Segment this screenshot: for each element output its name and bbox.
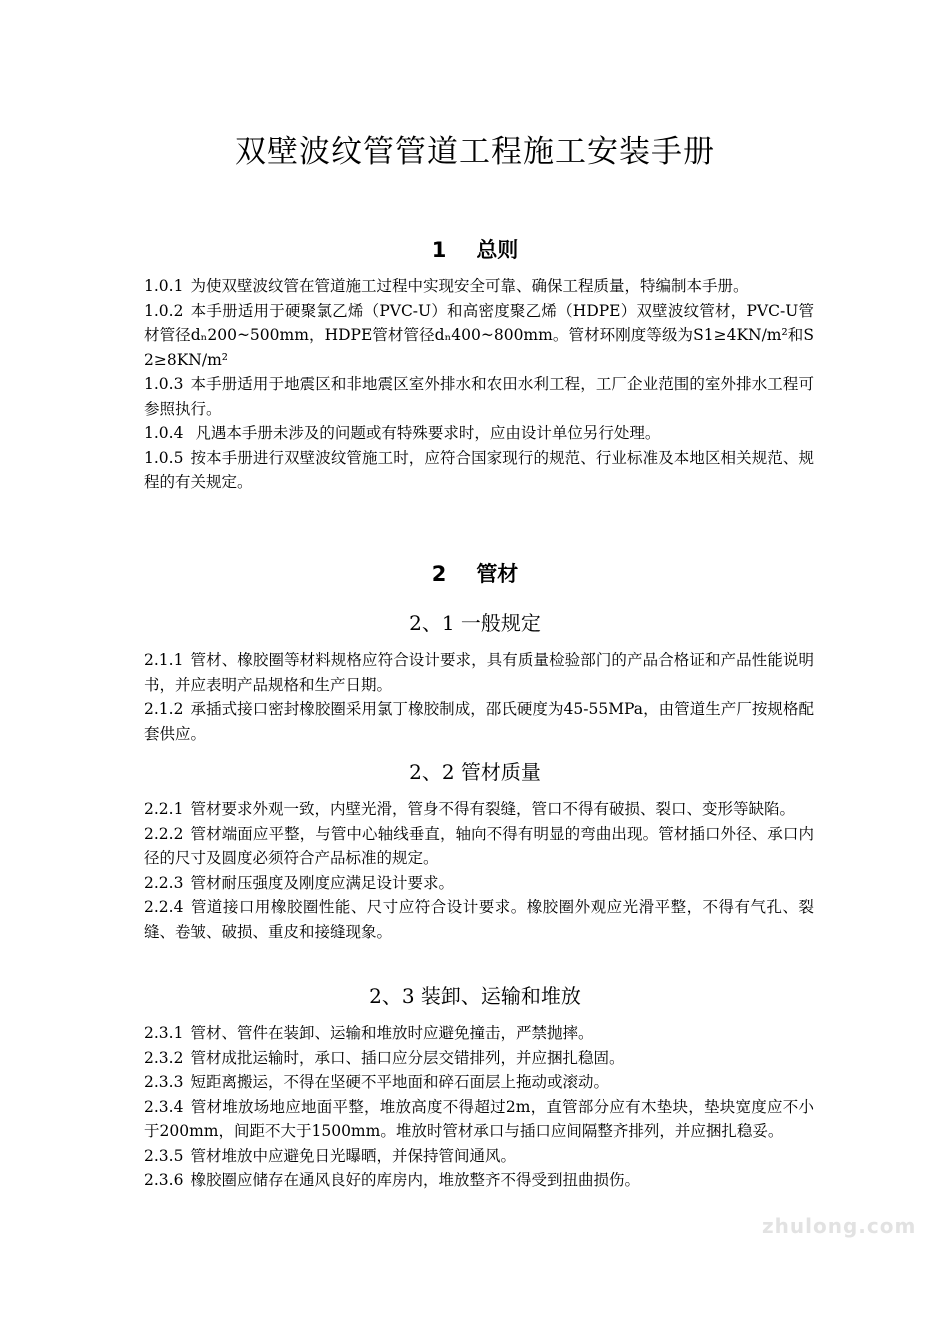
chapter-2-title: 管材 — [476, 562, 519, 586]
paragraph-text: 为使双壁波纹管在管道施工过程中实现安全可靠、确保工程质量，特编制本手册。 — [190, 277, 749, 295]
watermark: zhulong.com — [762, 1214, 917, 1238]
paragraph-text: 管道接口用橡胶圈性能、尺寸应符合设计要求。橡胶圈外观应光滑平整，不得有气孔、裂缝、卷皱、破损、重皮和接缝现象。 — [144, 898, 814, 941]
paragraph-number: 2.1.2 — [144, 700, 184, 718]
paragraph-2-2-2 — [144, 822, 814, 871]
section-2-1-body — [144, 648, 814, 746]
paragraph-number: 2.3.4 — [144, 1097, 184, 1116]
paragraph-1-0-4 — [144, 421, 814, 446]
paragraph-2-2-4 — [144, 895, 814, 944]
paragraph-text: 橡胶圈应储存在通风良好的库房内，堆放整齐不得受到扭曲损伤。 — [190, 1171, 640, 1189]
paragraph-number: 2.2.2 — [144, 824, 184, 843]
paragraph-text: 管材堆放场地应地面平整，堆放高度不得超过2m，直管部分应有木垫块，垫块宽度应不小于200mm，间距不大于1500mm。堆放时管材承口与插口应间隔整齐排列，并应捆扎稳妥。 — [144, 1097, 814, 1140]
section-2-1-title: 2、1 一般规定 — [409, 611, 541, 635]
paragraph-text: 按本手册进行双壁波纹管施工时，应符合国家现行的规范、行业标准及本地区相关规范、规程的有关规定。 — [144, 448, 814, 491]
paragraph-2-2-1 — [144, 797, 814, 822]
chapter-1-heading — [0, 234, 950, 266]
paragraph-2-1-2 — [144, 697, 814, 746]
section-2-2-title: 2、2 管材质量 — [409, 760, 541, 784]
paragraph-number: 1.0.4 — [144, 424, 184, 442]
paragraph-number: 1.0.5 — [144, 448, 184, 467]
chapter-2-heading — [0, 558, 950, 590]
paragraph-text: 管材耐压强度及刚度应满足设计要求。 — [190, 873, 454, 892]
paragraph-2-3-5 — [144, 1144, 814, 1169]
paragraph-2-3-4 — [144, 1095, 814, 1144]
paragraph-text: 本手册适用于地震区和非地震区室外排水和农田水利工程，工厂企业范围的室外排水工程可参照执行。 — [144, 375, 814, 418]
paragraph-number: 1.0.2 — [144, 301, 184, 320]
paragraph-1-0-5 — [144, 446, 814, 495]
paragraph-text: 管材、橡胶圈等材料规格应符合设计要求，具有质量检验部门的产品合格证和产品性能说明书，并应表明产品规格和生产日期。 — [144, 651, 814, 694]
paragraph-1-0-1 — [144, 274, 814, 299]
paragraph-number: 2.3.3 — [144, 1073, 184, 1091]
paragraph-text: 管材成批运输时，承口、插口应分层交错排列，并应捆扎稳固。 — [190, 1048, 625, 1067]
paragraph-text: 管材要求外观一致，内壁光滑，管身不得有裂缝，管口不得有破损、裂口、变形等缺陷。 — [190, 800, 795, 818]
paragraph-number: 2.2.4 — [144, 898, 184, 916]
paragraph-1-0-2 — [144, 299, 814, 373]
paragraph-text: 管材堆放中应避免日光曝晒，并保持管间通风。 — [190, 1146, 516, 1165]
section-2-3-body — [144, 1021, 814, 1193]
section-2-3-title: 2、3 装卸、运输和堆放 — [369, 984, 581, 1008]
section-2-2-body — [144, 797, 814, 944]
paragraph-2-3-3 — [144, 1070, 814, 1095]
chapter-1-title: 总则 — [476, 238, 519, 262]
paragraph-text: 本手册适用于硬聚氯乙烯（PVC-U）和高密度聚乙烯（HDPE）双壁波纹管材，PVC-U管材管径dₙ200~500mm，HDPE管材管径dₙ400~800mm。管材环刚度等级为S1≥4KN/m²和S2≥8KN/m² — [144, 301, 814, 369]
paragraph-number: 2.3.1 — [144, 1024, 184, 1042]
paragraph-number: 2.1.1 — [144, 651, 184, 669]
paragraph-number: 2.2.1 — [144, 800, 184, 818]
paragraph-number: 2.3.6 — [144, 1171, 184, 1189]
paragraph-number: 1.0.3 — [144, 375, 184, 393]
paragraph-text: 管材、管件在装卸、运输和堆放时应避免撞击，严禁抛摔。 — [190, 1024, 594, 1042]
paragraph-number: 1.0.1 — [144, 277, 184, 295]
paragraph-2-3-1 — [144, 1021, 814, 1046]
paragraph-2-3-2 — [144, 1046, 814, 1071]
paragraph-number: 2.3.2 — [144, 1048, 184, 1067]
chapter-2-number: 2 — [431, 562, 447, 586]
chapter-1-number: 1 — [431, 238, 447, 262]
paragraph-text: 管材端面应平整，与管中心轴线垂直，轴向不得有明显的弯曲出现。管材插口外径、承口内径的尺寸及圆度必须符合产品标准的规定。 — [144, 824, 814, 867]
paragraph-2-2-3 — [144, 871, 814, 896]
paragraph-1-0-3 — [144, 372, 814, 421]
paragraph-2-1-1 — [144, 648, 814, 697]
document-title: 双壁波纹管管道工程施工安装手册 — [235, 134, 715, 170]
paragraph-text: 凡遇本手册未涉及的问题或有特殊要求时，应由设计单位另行处理。 — [190, 424, 661, 442]
paragraph-text: 短距离搬运，不得在坚硬不平地面和碎石面层上拖动或滚动。 — [190, 1073, 609, 1091]
paragraph-2-3-6 — [144, 1168, 814, 1193]
paragraph-number: 2.3.5 — [144, 1146, 184, 1165]
paragraph-number: 2.2.3 — [144, 873, 184, 892]
chapter-1-body — [144, 274, 814, 495]
paragraph-text: 承插式接口密封橡胶圈采用氯丁橡胶制成，邵氏硬度为45-55MPa，由管道生产厂按规格配套供应。 — [144, 700, 814, 743]
